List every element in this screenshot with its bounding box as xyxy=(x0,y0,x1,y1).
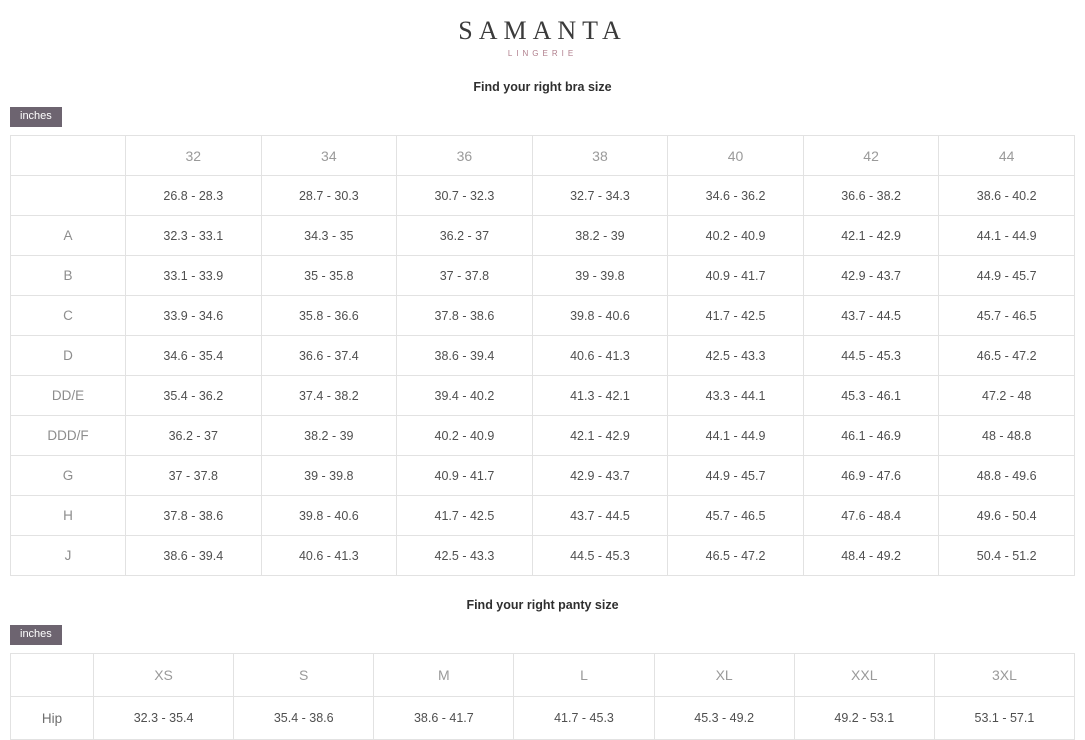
table-cell: 36.6 - 37.4 xyxy=(261,336,397,376)
table-cell: 42.9 - 43.7 xyxy=(532,456,668,496)
table-row xyxy=(11,416,1075,456)
table-row xyxy=(11,296,1075,336)
table-cell: 44.1 - 44.9 xyxy=(939,216,1075,256)
panty-header-corner xyxy=(11,654,94,697)
table-cell: 38.2 - 39 xyxy=(261,416,397,456)
table-row xyxy=(11,376,1075,416)
bra-size-table xyxy=(10,135,1075,576)
table-row xyxy=(11,654,1075,697)
table-cell: 42.5 - 43.3 xyxy=(397,536,533,576)
table-cell: 43.7 - 44.5 xyxy=(803,296,939,336)
table-cell: 33.9 - 34.6 xyxy=(126,296,262,336)
panty-row-label: Hip xyxy=(11,697,94,740)
brand-tagline: LINGERIE xyxy=(507,49,578,58)
table-cell: 35.8 - 36.6 xyxy=(261,296,397,336)
table-cell: 44.1 - 44.9 xyxy=(668,416,804,456)
table-cell: 44.9 - 45.7 xyxy=(939,256,1075,296)
bra-unit-tab-row xyxy=(0,106,1085,127)
table-cell: 28.7 - 30.3 xyxy=(261,176,397,216)
table-cell: 40.2 - 40.9 xyxy=(668,216,804,256)
bra-cup-label: C xyxy=(11,296,126,336)
table-cell: 46.5 - 47.2 xyxy=(939,336,1075,376)
table-cell: 32.3 - 35.4 xyxy=(94,697,234,740)
table-cell: 34.3 - 35 xyxy=(261,216,397,256)
table-cell: 47.6 - 48.4 xyxy=(803,496,939,536)
table-cell: 32.7 - 34.3 xyxy=(532,176,668,216)
table-cell: 40.2 - 40.9 xyxy=(397,416,533,456)
panty-table-head xyxy=(11,654,1075,697)
table-cell: 40.9 - 41.7 xyxy=(668,256,804,296)
table-cell: 34.6 - 36.2 xyxy=(668,176,804,216)
table-cell: 44.5 - 45.3 xyxy=(803,336,939,376)
panty-size-header: L xyxy=(514,654,654,697)
panty-size-header: XXL xyxy=(794,654,934,697)
table-cell: 41.7 - 42.5 xyxy=(397,496,533,536)
table-cell: 37.4 - 38.2 xyxy=(261,376,397,416)
table-cell: 38.6 - 41.7 xyxy=(374,697,514,740)
table-cell: 40.9 - 41.7 xyxy=(397,456,533,496)
table-cell: 44.9 - 45.7 xyxy=(668,456,804,496)
table-cell: 48 - 48.8 xyxy=(939,416,1075,456)
table-cell: 30.7 - 32.3 xyxy=(397,176,533,216)
table-cell: 38.6 - 40.2 xyxy=(939,176,1075,216)
panty-unit-tab-row xyxy=(0,624,1085,645)
table-row xyxy=(11,536,1075,576)
table-cell: 39 - 39.8 xyxy=(261,456,397,496)
table-cell: 35.4 - 38.6 xyxy=(234,697,374,740)
panty-size-header: M xyxy=(374,654,514,697)
panty-size-table xyxy=(10,653,1075,740)
table-cell: 40.6 - 41.3 xyxy=(532,336,668,376)
table-cell: 45.3 - 49.2 xyxy=(654,697,794,740)
brand-name: SAMANTA xyxy=(458,16,627,45)
table-cell: 46.9 - 47.6 xyxy=(803,456,939,496)
bra-band-header: 44 xyxy=(939,136,1075,176)
table-cell: 38.2 - 39 xyxy=(532,216,668,256)
table-row xyxy=(11,176,1075,216)
table-cell: 45.7 - 46.5 xyxy=(939,296,1075,336)
bra-cup-label: B xyxy=(11,256,126,296)
table-cell: 49.6 - 50.4 xyxy=(939,496,1075,536)
panty-section-title: Find your right panty size xyxy=(466,598,619,612)
table-row xyxy=(11,136,1075,176)
table-cell: 35.4 - 36.2 xyxy=(126,376,262,416)
table-cell: 48.4 - 49.2 xyxy=(803,536,939,576)
bra-band-header: 32 xyxy=(126,136,262,176)
bra-header-corner xyxy=(11,136,126,176)
table-cell: 49.2 - 53.1 xyxy=(794,697,934,740)
table-cell: 45.7 - 46.5 xyxy=(668,496,804,536)
bra-cup-label: DD/E xyxy=(11,376,126,416)
bra-band-header: 38 xyxy=(532,136,668,176)
panty-unit-tab[interactable]: inches xyxy=(10,625,62,645)
table-cell: 45.3 - 46.1 xyxy=(803,376,939,416)
bra-cup-label: A xyxy=(11,216,126,256)
table-cell: 50.4 - 51.2 xyxy=(939,536,1075,576)
panty-size-header: S xyxy=(234,654,374,697)
table-cell: 43.7 - 44.5 xyxy=(532,496,668,536)
table-cell: 32.3 - 33.1 xyxy=(126,216,262,256)
bra-band-header: 40 xyxy=(668,136,804,176)
bra-band-header: 36 xyxy=(397,136,533,176)
table-cell: 47.2 - 48 xyxy=(939,376,1075,416)
table-cell: 34.6 - 35.4 xyxy=(126,336,262,376)
bra-cup-label: DDD/F xyxy=(11,416,126,456)
table-cell: 46.5 - 47.2 xyxy=(668,536,804,576)
table-row xyxy=(11,336,1075,376)
table-cell: 48.8 - 49.6 xyxy=(939,456,1075,496)
table-cell: 38.6 - 39.4 xyxy=(397,336,533,376)
table-row xyxy=(11,496,1075,536)
table-cell: 39.4 - 40.2 xyxy=(397,376,533,416)
table-cell: 26.8 - 28.3 xyxy=(126,176,262,216)
table-cell: 33.1 - 33.9 xyxy=(126,256,262,296)
brand-header xyxy=(0,0,1085,58)
table-cell: 37.8 - 38.6 xyxy=(126,496,262,536)
bra-table-head xyxy=(11,136,1075,176)
table-cell: 42.9 - 43.7 xyxy=(803,256,939,296)
table-cell: 37 - 37.8 xyxy=(397,256,533,296)
table-cell: 39.8 - 40.6 xyxy=(261,496,397,536)
table-row xyxy=(11,697,1075,740)
table-row xyxy=(11,256,1075,296)
table-cell: 42.1 - 42.9 xyxy=(803,216,939,256)
bra-band-header: 42 xyxy=(803,136,939,176)
table-row xyxy=(11,216,1075,256)
bra-cup-label: H xyxy=(11,496,126,536)
table-cell: 43.3 - 44.1 xyxy=(668,376,804,416)
bra-table-body xyxy=(11,176,1075,576)
panty-table-body xyxy=(11,697,1075,740)
bra-band-header: 34 xyxy=(261,136,397,176)
bra-cup-label: J xyxy=(11,536,126,576)
table-cell: 37.8 - 38.6 xyxy=(397,296,533,336)
table-cell: 36.2 - 37 xyxy=(126,416,262,456)
bra-cup-label: D xyxy=(11,336,126,376)
table-cell: 36.6 - 38.2 xyxy=(803,176,939,216)
table-row xyxy=(11,456,1075,496)
table-cell: 41.7 - 42.5 xyxy=(668,296,804,336)
table-cell: 39.8 - 40.6 xyxy=(532,296,668,336)
table-cell: 36.2 - 37 xyxy=(397,216,533,256)
panty-size-header: XS xyxy=(94,654,234,697)
table-cell: 53.1 - 57.1 xyxy=(934,697,1074,740)
table-cell: 44.5 - 45.3 xyxy=(532,536,668,576)
table-cell: 42.5 - 43.3 xyxy=(668,336,804,376)
table-cell: 40.6 - 41.3 xyxy=(261,536,397,576)
table-cell: 42.1 - 42.9 xyxy=(532,416,668,456)
bra-underbust-label xyxy=(11,176,126,216)
table-cell: 41.7 - 45.3 xyxy=(514,697,654,740)
table-cell: 35 - 35.8 xyxy=(261,256,397,296)
table-cell: 46.1 - 46.9 xyxy=(803,416,939,456)
panty-size-header: XL xyxy=(654,654,794,697)
table-cell: 39 - 39.8 xyxy=(532,256,668,296)
table-cell: 41.3 - 42.1 xyxy=(532,376,668,416)
panty-size-header: 3XL xyxy=(934,654,1074,697)
table-cell: 37 - 37.8 xyxy=(126,456,262,496)
bra-unit-tab[interactable]: inches xyxy=(10,107,62,127)
bra-section-title: Find your right bra size xyxy=(473,80,612,94)
bra-cup-label: G xyxy=(11,456,126,496)
table-cell: 38.6 - 39.4 xyxy=(126,536,262,576)
